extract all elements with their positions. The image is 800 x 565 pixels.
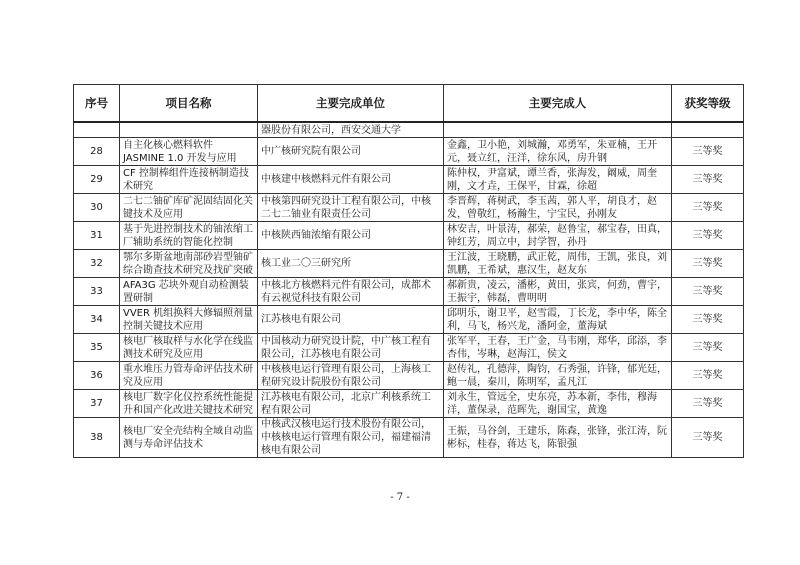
cell-main-unit: 中核武汉核电运行技术股份有限公司，中核核电运行管理有限公司，福建福清核电有限公司 — [258, 418, 444, 458]
cell-award-level: 三等奖 — [672, 166, 744, 194]
cell-project-name: 重水堆压力管寿命评估技术研究及应用 — [120, 362, 258, 390]
page-number: - 7 - — [390, 492, 410, 503]
cell-award-level: 三等奖 — [672, 418, 744, 458]
cell-main-people: 邱明乐，谢卫平，赵雪霞，丁长龙，李中华，陈全利，马飞，杨兴龙，潘阿金，董海斌 — [444, 306, 672, 334]
cell-index: 33 — [74, 278, 120, 306]
table-row — [74, 194, 744, 222]
cell-main-people: 王振，马谷剑，王建乐，陈森，张锋，张江涛，阮彬标，桂春，蒋达飞，陈银强 — [444, 418, 672, 458]
table-row — [74, 250, 744, 278]
header-main-people: 主要完成人 — [444, 85, 672, 123]
cell-project-name: 自主化核心燃料软件 JASMINE 1.0 开发与应用 — [120, 138, 258, 166]
cell-project-name: 基于先进控制技术的铀浓缩工厂辅助系统的智能化控制 — [120, 222, 258, 250]
cell-award-level: 三等奖 — [672, 390, 744, 418]
cell-main-people: 王江波，王晓鹏，武正乾，周伟，王凯，张良，刘凯鹏，王希斌，惠汉生，赵友东 — [444, 250, 672, 278]
cell-project-name — [120, 122, 258, 138]
cell-index: 38 — [74, 418, 120, 458]
cell-project-name: 核电厂数字化仪控系统性能提升和国产化改进关键技术研究 — [120, 390, 258, 418]
cell-index: 35 — [74, 334, 120, 362]
table-row — [74, 166, 744, 194]
header-index: 序号 — [74, 85, 120, 123]
cell-main-people: 刘永生，管远全，史东亮，苏本新，李伟，穆海洋，董保录，范晖先，谢国宝，黄逸 — [444, 390, 672, 418]
table-row — [74, 278, 744, 306]
cell-index: 29 — [74, 166, 120, 194]
cell-index: 37 — [74, 390, 120, 418]
cell-award-level: 三等奖 — [672, 194, 744, 222]
cell-index — [74, 122, 120, 138]
cell-main-unit: 中核建中核燃料元件有限公司 — [258, 166, 444, 194]
table-row — [74, 138, 744, 166]
cell-main-unit: 中核第四研究设计工程有限公司，中核二七二铀业有限责任公司 — [258, 194, 444, 222]
header-award-level: 获奖等级 — [672, 85, 744, 123]
cell-main-unit: 江苏核电有限公司，北京广利核系统工程有限公司 — [258, 390, 444, 418]
table-row — [74, 306, 744, 334]
header-project-name: 项目名称 — [120, 85, 258, 123]
cell-project-name: VVER 机组换料大修辐照剂量控制关键技术应用 — [120, 306, 258, 334]
continuation-row — [74, 122, 744, 138]
cell-main-people: 李晋辉，蒋树武，李玉茜，郭人平，胡良才，赵发，曾敬红，杨瀚生，宁宝民，孙刚友 — [444, 194, 672, 222]
cell-main-unit: 江苏核电有限公司 — [258, 306, 444, 334]
cell-main-unit: 器股份有限公司，西安交通大学 — [258, 122, 444, 138]
cell-main-people: 陈仲权，尹富斌，谭兰香，张海发，阚威，周奎刚，文才垚，王保平，甘霖，徐超 — [444, 166, 672, 194]
cell-main-unit: 中核核电运行管理有限公司，上海核工程研究设计院股份有限公司 — [258, 362, 444, 390]
cell-main-people — [444, 122, 672, 138]
cell-main-people: 郝新贵，凌云，潘彬，黄田，张宾，何劲，曹宇，王振宇，韩磊，曹明明 — [444, 278, 672, 306]
table-body — [74, 122, 744, 458]
table-header-row — [74, 85, 744, 123]
cell-main-unit: 中核北方核燃料元件有限公司，成都术有云视觉科技有限公司 — [258, 278, 444, 306]
cell-main-people: 赵传礼，孔德萍，陶钧，石秀强，许锋，郁光廷，鲍一晨，秦川，陈明军，孟凡江 — [444, 362, 672, 390]
cell-index: 36 — [74, 362, 120, 390]
cell-award-level: 三等奖 — [672, 222, 744, 250]
cell-project-name: 鄂尔多斯盆地南部砂岩型铀矿综合勘查技术研究及找矿突破 — [120, 250, 258, 278]
cell-award-level: 三等奖 — [672, 138, 744, 166]
cell-main-people: 张军平，王春，王广金，马韦刚，郑华，邱添，李杏伟，岑琳，赵海江，侯文 — [444, 334, 672, 362]
cell-award-level — [672, 122, 744, 138]
cell-project-name: 二七二铀矿库矿泥固结固化关键技术及应用 — [120, 194, 258, 222]
cell-project-name: 核电厂核取样与水化学在线监测技术研究及应用 — [120, 334, 258, 362]
table-row — [74, 362, 744, 390]
cell-index: 32 — [74, 250, 120, 278]
cell-main-people: 林安吉，叶景涛，郝荣，赵鲁宝，郝宝春，田真，钟红芳，周立中，封学智，孙丹 — [444, 222, 672, 250]
cell-award-level: 三等奖 — [672, 362, 744, 390]
cell-project-name: CF 控制棒组件连接柄制造技术研究 — [120, 166, 258, 194]
cell-main-unit: 核工业二〇三研究所 — [258, 250, 444, 278]
cell-project-name: 核电厂安全壳结构全域自动监测与寿命评估技术 — [120, 418, 258, 458]
cell-index: 30 — [74, 194, 120, 222]
cell-award-level: 三等奖 — [672, 278, 744, 306]
cell-award-level: 三等奖 — [672, 250, 744, 278]
cell-main-people: 金鑫，卫小艳，刘城瀚，邓勇军，朱亚楠，王开元，聂立红，汪洋，徐东风，房升钢 — [444, 138, 672, 166]
cell-award-level: 三等奖 — [672, 306, 744, 334]
cell-main-unit: 中国核动力研究设计院，中广核工程有限公司，江苏核电有限公司 — [258, 334, 444, 362]
table-row — [74, 222, 744, 250]
header-main-unit: 主要完成单位 — [258, 85, 444, 123]
cell-main-unit: 中广核研究院有限公司 — [258, 138, 444, 166]
table-row — [74, 334, 744, 362]
cell-main-unit: 中核陕西铀浓缩有限公司 — [258, 222, 444, 250]
cell-project-name: AFA3G 芯块外观自动检测装置研制 — [120, 278, 258, 306]
cell-index: 31 — [74, 222, 120, 250]
cell-index: 34 — [74, 306, 120, 334]
awards-table — [73, 84, 744, 458]
table-row — [74, 390, 744, 418]
table-row — [74, 418, 744, 458]
cell-award-level: 三等奖 — [672, 334, 744, 362]
cell-index: 28 — [74, 138, 120, 166]
